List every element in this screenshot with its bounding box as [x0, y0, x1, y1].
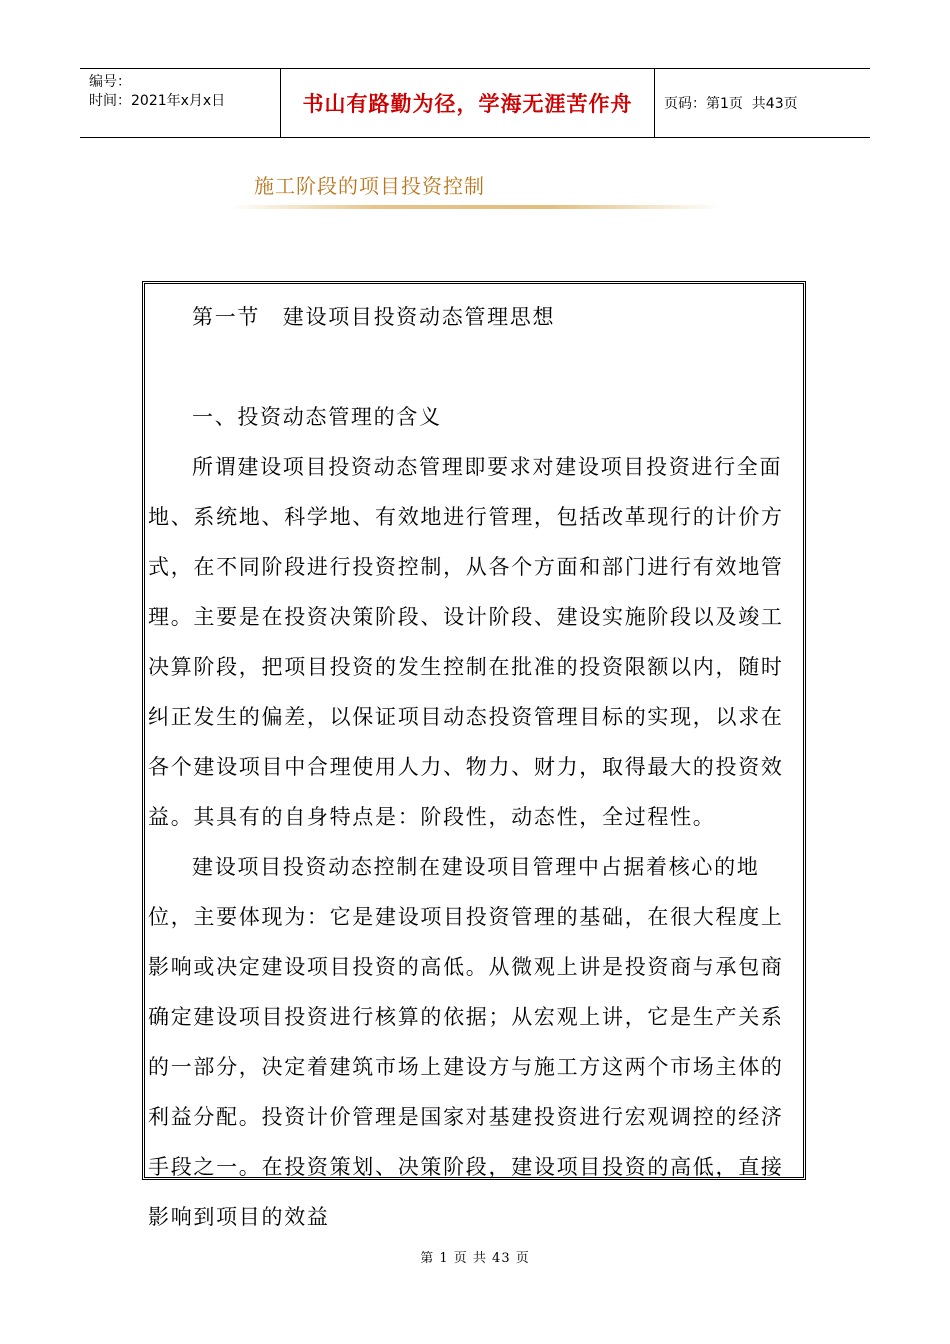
document-date: 时间：2021年x月x日: [89, 93, 226, 109]
body-paragraph-1: 所谓建设项目投资动态管理即要求对建设项目投资进行全面地、系统地、科学地、有效地进行管理，包括改革现行的计价方式，在不同阶段进行投资控制，从各个方面和部门进行有效地管理。主要是在投资决策阶段、设计阶段、建设实施阶段以及竣工决算阶段，把项目投资的发生控制在批准的投资限额以内，随时纠正发生的偏差，以保证项目动态投资管理目标的实现，以求在各个建设项目中合理使用人力、物力、财力，取得最大的投资效益。其具有的自身特点是：阶段性，动态性，全过程性。: [148, 455, 784, 829]
page-footer: 第 1 页 共 43 页: [420, 1251, 530, 1266]
document-number-label: 编号：: [89, 74, 131, 90]
content-box: [142, 281, 806, 1229]
content-text: [148, 292, 798, 1242]
page-header: [80, 68, 870, 138]
document-title: 施工阶段的项目投资控制: [254, 174, 485, 198]
section-heading: 第一节 建设项目投资动态管理思想: [192, 305, 556, 329]
body-paragraph-2: 建设项目投资动态控制在建设项目管理中占据着核心的地位，主要体现为：它是建设项目投资管理的基础，在很大程度上影响或决定建设项目投资的高低。从微观上讲是投资商与承包商确定建设项目投资进行核算的依据；从宏观上讲，它是生产关系的一部分，决定着建筑市场上建设方与施工方这两个市场主体的利益分配。投资计价管理是国家对基建投资进行宏观调控的经济手段之一。在投资策划、决策阶段，建设项目投资的高低，直接影响到项目的效益: [148, 855, 784, 1229]
title-underline: [230, 205, 720, 209]
spacer: [148, 342, 798, 392]
subsection-heading: 一、投资动态管理的含义: [192, 405, 442, 429]
header-motto: 书山有路勤为径，学海无涯苦作舟: [280, 69, 655, 137]
header-page-info: 页码：第1页 共43页: [664, 96, 798, 112]
header-meta: [80, 69, 280, 137]
